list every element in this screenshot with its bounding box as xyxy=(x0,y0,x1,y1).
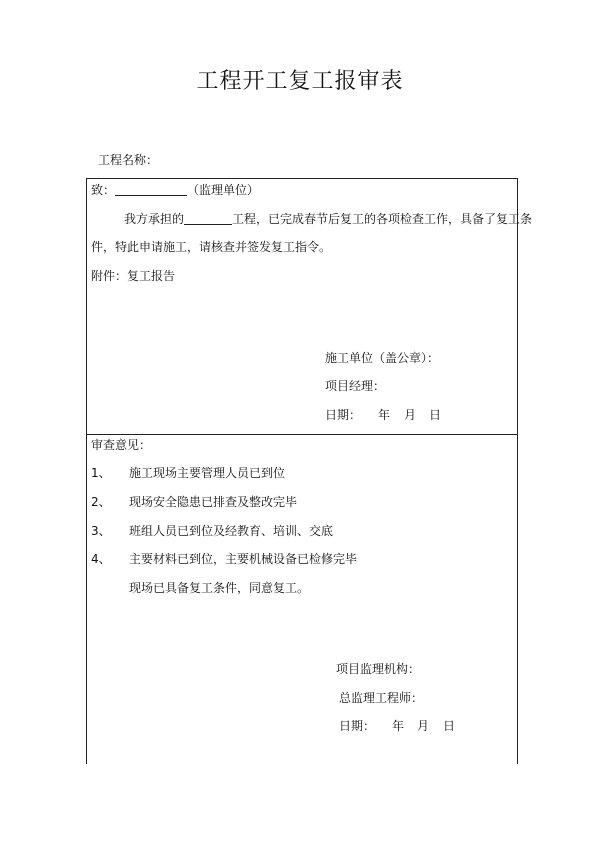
application-body-line1 xyxy=(124,211,532,227)
contractor-label: 施工单位（盖公章）： xyxy=(325,351,440,365)
page-title: 工程开工复工报审表 xyxy=(196,69,404,94)
application-day-label: 日 xyxy=(429,408,442,422)
review-item-text: 施工现场主要管理人员已到位 xyxy=(129,466,286,480)
review-month-label: 月 xyxy=(417,719,430,733)
section-divider xyxy=(86,434,517,435)
review-item-2 xyxy=(91,494,297,510)
chief-engineer-label: 总监理工程师： xyxy=(339,691,424,705)
review-heading: 审查意见： xyxy=(91,438,152,452)
to-label: 致： xyxy=(91,183,116,197)
to-line xyxy=(91,182,259,198)
review-item-1 xyxy=(91,465,285,481)
review-item-4 xyxy=(91,551,357,567)
application-body-line2: 件，特此申请施工，请核查并签发复工指令。 xyxy=(91,240,332,254)
review-item-text: 主要材料已到位，主要机械设备已检修完毕 xyxy=(129,552,358,566)
review-conclusion: 现场已具备复工条件，同意复工。 xyxy=(129,581,310,595)
review-item-number: 3、 xyxy=(91,524,111,538)
review-date-label: 日期： xyxy=(339,719,376,733)
body-prefix: 我方承担的 xyxy=(124,212,185,226)
body-line1-suffix: 工程，已完成春节后复工的各项检查工作，具备了复工条 xyxy=(232,212,533,226)
review-item-number: 2、 xyxy=(91,495,111,509)
supervisor-name-blank[interactable] xyxy=(115,183,187,196)
review-item-number: 1、 xyxy=(91,466,111,480)
supervisor-label: （监理单位） xyxy=(187,183,260,197)
project-manager-label: 项目经理： xyxy=(325,379,386,393)
review-day-label: 日 xyxy=(443,719,456,733)
application-year-label: 年 xyxy=(378,408,391,422)
application-date-label: 日期： xyxy=(325,408,362,422)
review-item-number: 4、 xyxy=(91,552,111,566)
review-item-text: 班组人员已到位及经教育、培训、交底 xyxy=(129,524,334,538)
application-month-label: 月 xyxy=(404,408,417,422)
review-item-3 xyxy=(91,523,333,539)
review-year-label: 年 xyxy=(392,719,405,733)
project-name-label: 工程名称： xyxy=(98,153,159,167)
supervision-org-label: 项目监理机构： xyxy=(336,662,421,676)
attachment-line: 附件：复工报告 xyxy=(91,269,176,283)
review-item-text: 现场安全隐患已排查及整改完毕 xyxy=(129,495,298,509)
project-blank[interactable] xyxy=(184,212,232,225)
